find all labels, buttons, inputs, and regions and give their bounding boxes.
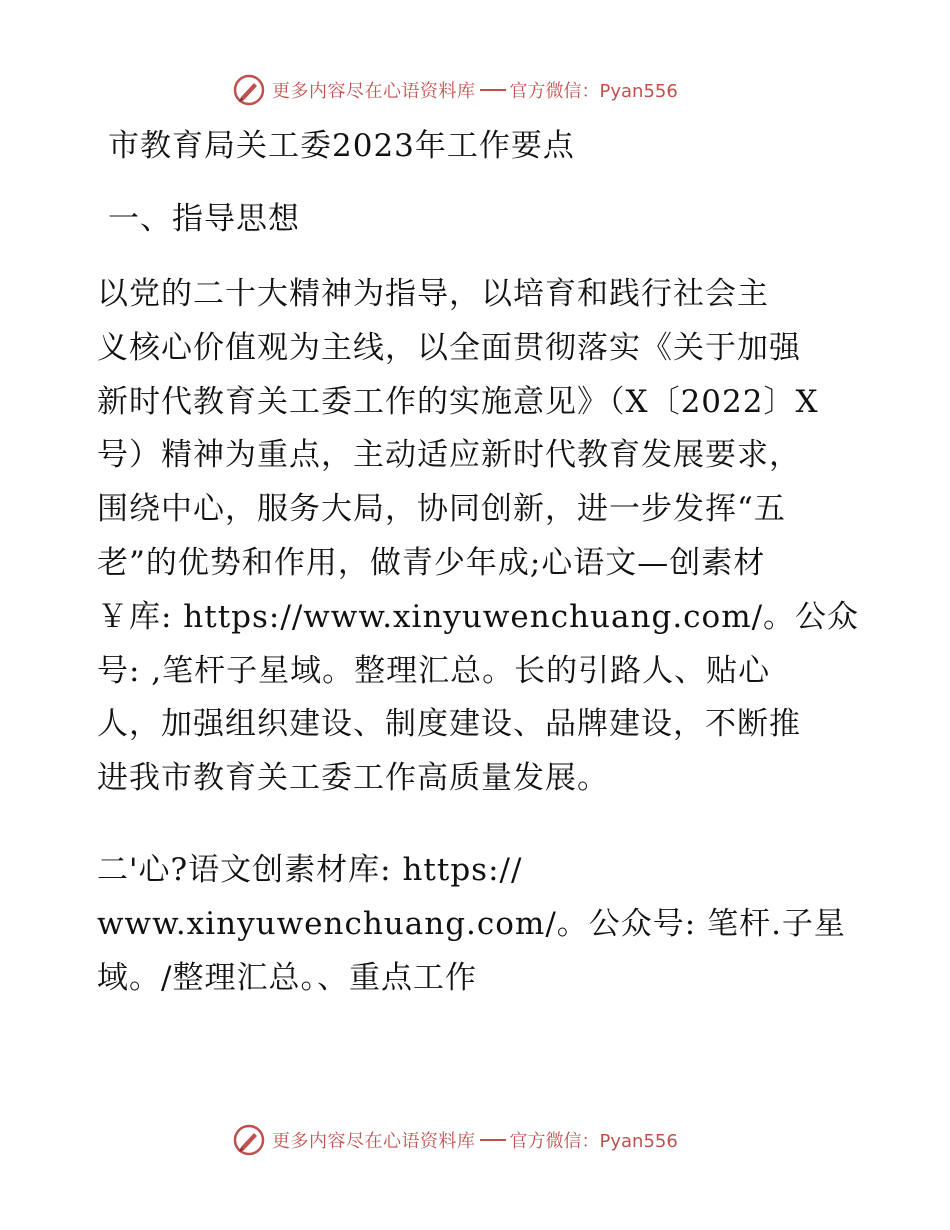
section-heading-guiding-ideology: 一、指导思想 — [108, 201, 300, 237]
paragraph-line: 二'心?语文创素材库: https:// — [97, 852, 523, 888]
paragraph-key-work — [97, 844, 857, 1005]
paragraph-line: 号: ,笔杆子星域。整理汇总。长的引路人、贴心 — [97, 652, 771, 689]
paragraph-line: 号）精神为重点，主动适应新时代教育发展要求， — [97, 437, 801, 474]
watermark-footer — [232, 1122, 678, 1158]
paragraph-guiding-ideology — [97, 268, 860, 806]
watermark-text: 更多内容尽在心语资料库 — [272, 81, 476, 102]
document-title: 市教育局关工委2023年工作要点 — [108, 128, 575, 164]
watermark-separator — [480, 89, 506, 91]
paragraph-line: 新时代教育关工委工作的实施意见》（X〔2022〕X — [97, 383, 819, 420]
paragraph-line: 人，加强组织建设、制度建设、品牌建设，不断推 — [97, 706, 801, 743]
paragraph-line: 进我市教育关工委工作高质量发展。 — [97, 760, 609, 797]
paragraph-line: ￥库: https://www.xinyuwenchuang.com/。公众 — [97, 598, 860, 635]
watermark-text: 更多内容尽在心语资料库 — [272, 1131, 476, 1152]
paragraph-line: 以党的二十大精神为指导，以培育和践行社会主 — [97, 276, 769, 312]
paragraph-line: 老”的优势和作用，做青少年成;心语文—创素材 — [97, 544, 766, 581]
pen-logo-icon — [232, 73, 266, 107]
paragraph-line: 义核心价值观为主线，以全面贯彻落实《关于加强 — [97, 329, 801, 366]
paragraph-line: 域。/整理汇总。、重点工作 — [97, 959, 477, 996]
watermark-header — [232, 72, 678, 108]
watermark-contact: 官方微信：Pyan556 — [509, 1131, 678, 1152]
paragraph-line: www.xinyuwenchuang.com/。公众号: 笔杆.子星 — [97, 905, 846, 942]
watermark-separator — [480, 1139, 506, 1141]
watermark-contact: 官方微信：Pyan556 — [509, 81, 678, 102]
pen-logo-icon — [232, 1123, 266, 1157]
paragraph-line: 围绕中心，服务大局，协同创新，进一步发挥“五 — [97, 491, 786, 528]
